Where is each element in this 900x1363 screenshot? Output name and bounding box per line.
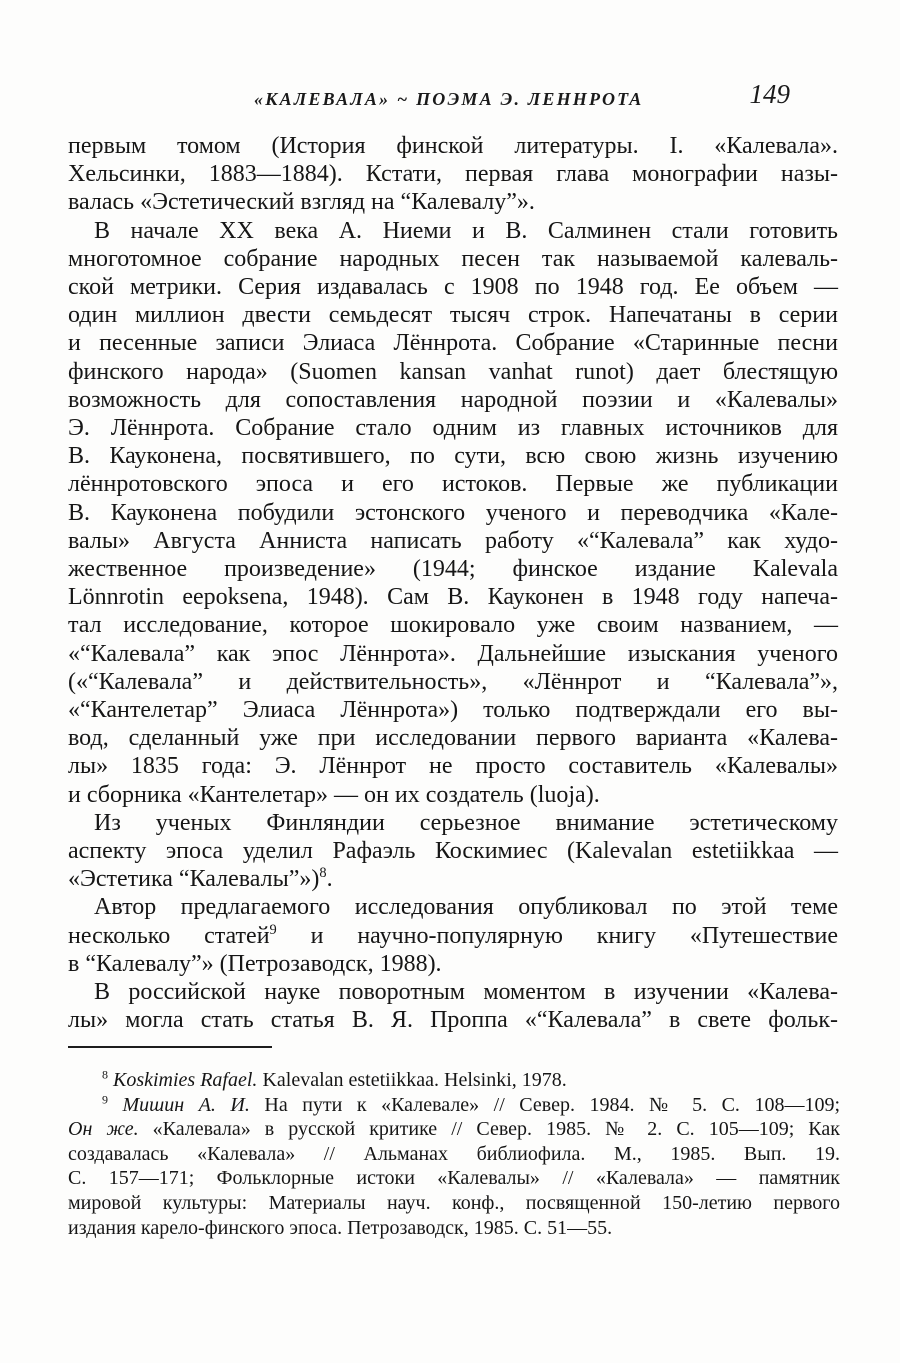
text-line: валы» Августа Анниста написать работу «“Калевала” как худо- — [68, 527, 838, 554]
footnote-line: С. 157—171; Фольклорные истоки «Калевалы» // «Калевала» — памятник — [68, 1167, 840, 1190]
text-line: В начале XX века А. Ниеми и В. Салминен стали готовить — [94, 217, 838, 244]
footnote-line — [68, 1117, 840, 1142]
text-line — [68, 922, 838, 950]
footnote-separator — [68, 1046, 272, 1048]
text-segment — [108, 1094, 123, 1116]
text-segment: На пути к «Калевале» // Север. 1984. № 5. С. 108—109; — [249, 1093, 841, 1116]
text-line: («“Калевала” и действительность», «Лённрот и “Калевала”», — [68, 668, 838, 695]
body-text — [68, 132, 838, 1035]
text-line: возможность для сопоставления народной поэзии и «Калевалы» — [68, 386, 838, 413]
text-line: многотомное собрание народных песен так называемой калеваль- — [68, 245, 838, 272]
text-line: ской метрики. Серия издавалась с 1908 по 1948 год. Ее объем — — [68, 274, 838, 301]
footnote-line — [68, 1068, 840, 1093]
text-line: первым томом (История финской литературы. I. «Калевала». — [68, 133, 838, 159]
text-segment: несколько статей — [68, 922, 270, 949]
footnotes — [68, 1068, 840, 1240]
text-segment: . — [326, 866, 333, 893]
text-line: В. Кауконена, посвятившего, по сути, всю свою жизнь изучению — [68, 443, 838, 470]
text-line: Lönnrotin eepoksena, 1948). Сам В. Кауконен в 1948 году напеча- — [68, 584, 838, 611]
text-line: аспекту эпоса уделил Рафаэль Коскимиес (Kalevalan estetiikkaa — — [68, 838, 838, 865]
page-number: 149 — [749, 79, 790, 109]
text-line — [68, 865, 838, 893]
text-line: один миллион двести семьдесят тысяч строк. Напечатаны в серии — [68, 302, 838, 329]
superscript-marker: 9 — [269, 921, 277, 938]
text-line: в “Калевалу”» (Петрозаводск, 1988). — [68, 950, 442, 977]
footnote-line: издания карело-финского эпоса. Петрозаводск, 1985. С. 51—55. — [68, 1216, 613, 1239]
superscript-marker: 8 — [102, 1067, 108, 1082]
text-line: Из ученых Финляндии серьезное внимание эстетическому — [94, 809, 838, 836]
italic-text: Он же. — [68, 1118, 139, 1141]
paragraph — [68, 978, 838, 1034]
italic-text: Koskimies Rafael. — [113, 1069, 258, 1091]
text-line: В российской науке поворотным моментом в изучении «Калева- — [94, 979, 838, 1006]
paragraph — [68, 809, 838, 894]
footnote-line: создавалась «Калевала» // Альманах библиофила. М., 1985. Вып. 19. — [68, 1142, 840, 1165]
text-segment: и научно-популярную книгу «Путешествие — [276, 922, 838, 949]
running-title: «КАЛЕВАЛА» ~ ПОЭМА Э. ЛЕННРОТА — [254, 89, 644, 109]
text-segment: Kalevalan estetiikkaa. Helsinki, 1978. — [257, 1069, 567, 1091]
text-line: лы» 1835 года: Э. Лённрот не просто составитель «Калевалы» — [68, 753, 838, 780]
footnote-line: мировой культуры: Материалы науч. конф., посвященной 150-летию первого — [68, 1191, 840, 1214]
text-segment: «Калевала» в русской критике // Север. 1985. № 2. С. 105—109; Как — [138, 1118, 840, 1141]
text-line: вод, сделанный уже при исследовании первого варианта «Калева- — [68, 725, 838, 752]
text-line: В. Кауконена побудили эстонского ученого и переводчика «Кале- — [68, 499, 838, 526]
italic-text: Мишин А. И. — [122, 1093, 250, 1116]
text-line: «“Кантелетар” Элиаса Лённрота») только подтверждали его вы- — [68, 697, 838, 724]
running-head — [68, 79, 838, 118]
text-line: жественное произведение» (1944; финское издание Kalevala — [68, 556, 838, 583]
text-line: «“Калевала” как эпос Лённрота». Дальнейшие изыскания ученого — [68, 640, 838, 667]
text-line: и песенные записи Элиаса Лённрота. Собрание «Старинные песни — [68, 330, 838, 357]
text-line: Автор предлагаемого исследования опубликовал по этой теме — [94, 894, 838, 921]
text-line: и сборника «Кантелетар» — он их создатель (luoja). — [68, 781, 600, 808]
text-line: лы» могла стать статья В. Я. Проппа «“Калевала” в свете фольк- — [68, 1007, 838, 1034]
text-line: финского народа» (Suomen kansan vanhat runot) дает блестящую — [68, 358, 838, 385]
footnote-line — [68, 1093, 840, 1118]
text-line: тал исследование, которое шокировало уже своим названием, — — [68, 612, 838, 639]
text-line: Хельсинки, 1883—1884). Кстати, первая глава монографии назы- — [68, 161, 838, 188]
paragraph — [68, 893, 838, 978]
text-line: валась «Эстетический взгляд на “Калевалу”». — [68, 189, 535, 216]
superscript-marker: 8 — [319, 865, 327, 882]
text-line: Э. Лённрота. Собрание стало одним из главных источников для — [68, 415, 838, 442]
text-segment: «Эстетика “Калевалы”») — [68, 866, 320, 893]
paragraph — [68, 132, 838, 217]
paragraph — [68, 217, 838, 809]
text-line: лённротовского эпоса и его истоков. Первые же публикации — [68, 471, 838, 498]
superscript-marker: 9 — [102, 1091, 108, 1106]
